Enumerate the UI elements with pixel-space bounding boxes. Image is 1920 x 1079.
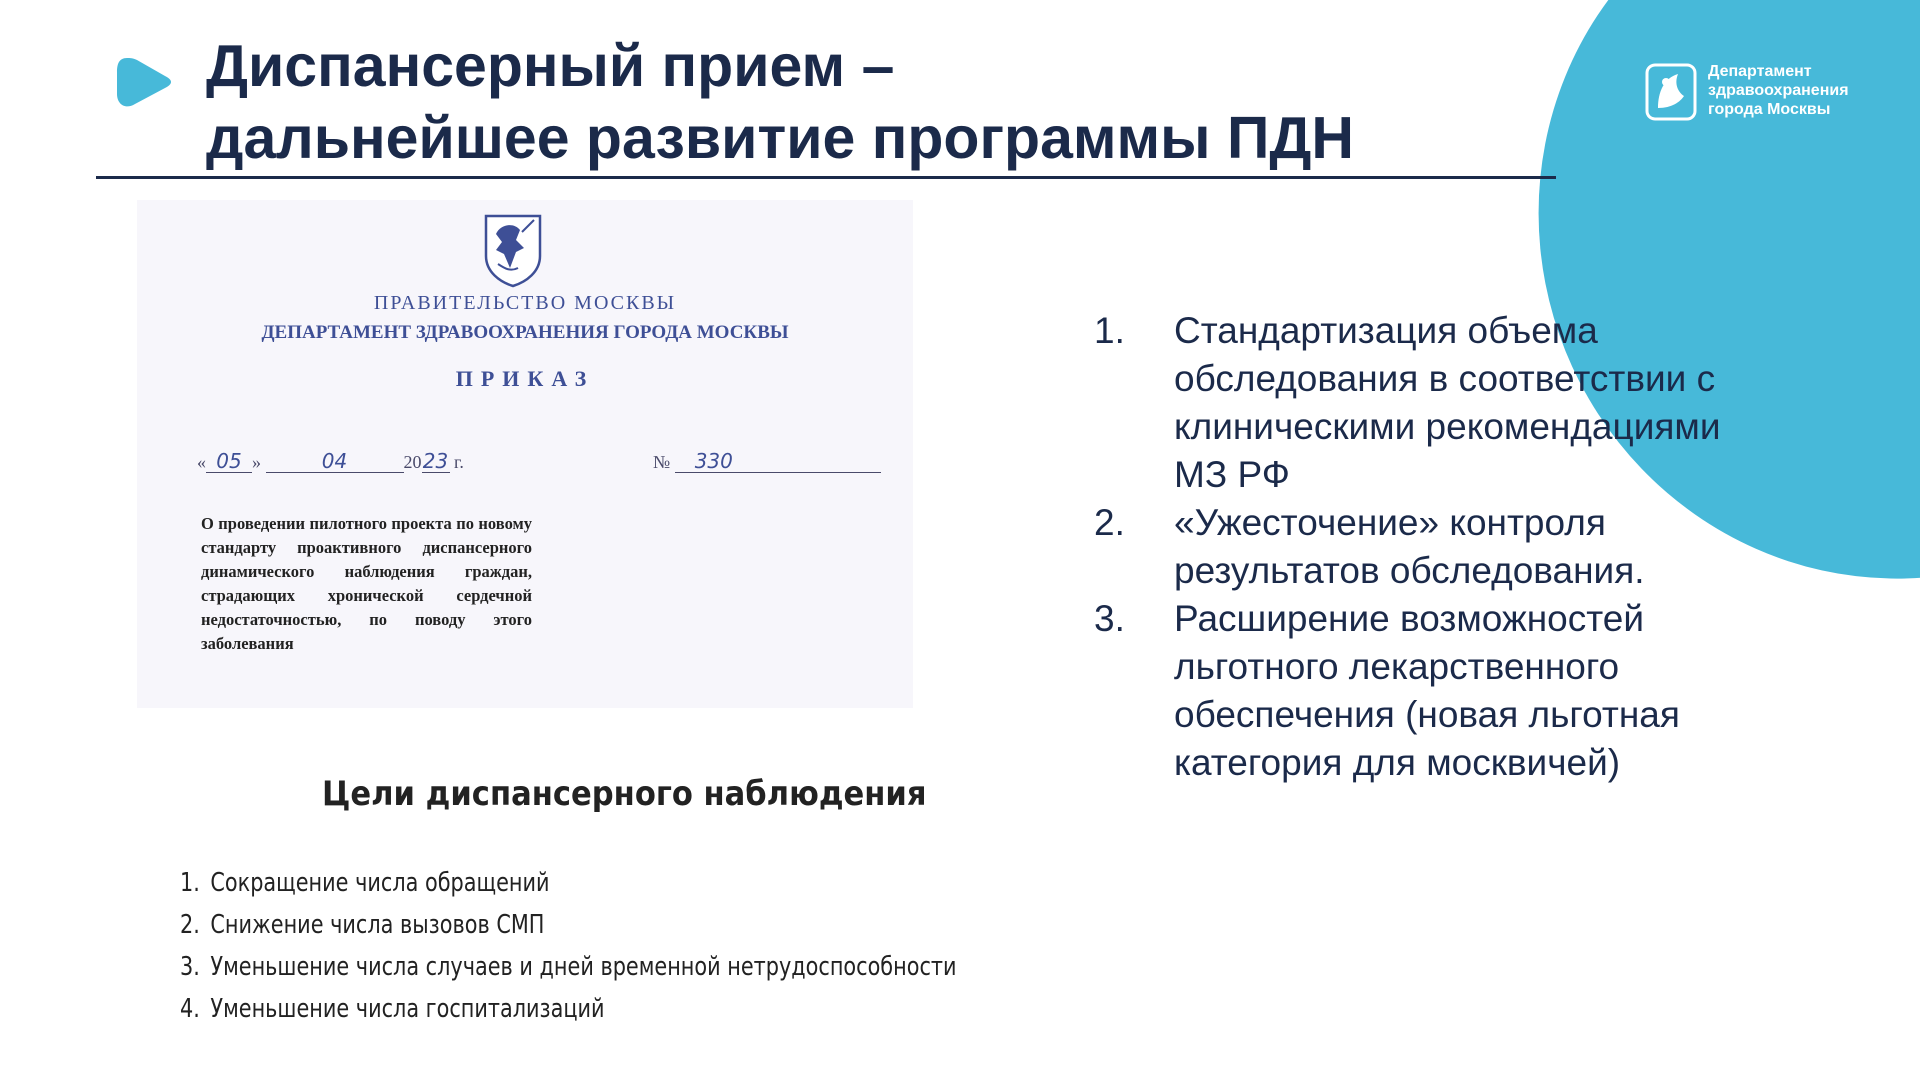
goal-number: 2. <box>180 910 200 940</box>
document-date: « 05 » 04 2023 г. <box>197 449 464 473</box>
tasks-list-item <box>1094 307 1734 499</box>
tasks-list-item <box>1094 595 1734 787</box>
department-logo <box>1644 62 1849 122</box>
task-number: 2. <box>1094 502 1125 543</box>
goal-text: Сокращение числа обращений <box>210 868 550 898</box>
goals-list-item <box>180 952 957 994</box>
logo-text <box>1708 62 1849 119</box>
document-date-year-suffix: 23 <box>422 449 449 473</box>
task-text: «Ужесточение» контроля результатов обследования. <box>1174 502 1645 591</box>
slide-title-line-1: Диспансерный прием – <box>206 33 895 99</box>
document-date-month: 04 <box>266 450 404 473</box>
goal-text: Уменьшение числа случаев и дней временной нетрудоспособности <box>210 952 957 982</box>
title-divider <box>96 176 1556 179</box>
document-date-suffix: г. <box>454 452 464 472</box>
logo-line-1: Департамент <box>1708 63 1812 80</box>
goals-list <box>180 868 1151 1036</box>
goals-list-item <box>180 868 957 910</box>
task-text: Расширение возможностей льготного лекарственного обеспечения (новая льготная категория для москвичей) <box>1174 598 1680 783</box>
goals-list-item <box>180 994 957 1036</box>
tasks-list <box>1094 307 1734 787</box>
slide-title-line-2: дальнейшее развитие программы ПДН <box>206 105 1354 171</box>
slide-title <box>206 30 1354 174</box>
moscow-coat-of-arms-icon <box>480 210 546 288</box>
goal-text: Уменьшение числа госпитализаций <box>210 994 605 1024</box>
moscow-emblem-icon <box>1644 62 1698 122</box>
document-date-day: 05 <box>206 450 252 473</box>
document-number <box>653 450 881 473</box>
task-number: 1. <box>1094 310 1125 351</box>
goal-text: Снижение числа вызовов СМП <box>210 910 545 940</box>
logo-line-3: города Москвы <box>1708 101 1831 118</box>
play-icon <box>115 54 173 110</box>
document-government-name: ПРАВИТЕЛЬСТВО МОСКВЫ <box>373 292 677 314</box>
tasks-list-item <box>1094 499 1734 595</box>
goal-number: 4. <box>180 994 200 1024</box>
document-subject: О проведении пилотного проекта по новому стандарту проактивного диспансерного динамического наблюдения граждан, страдающих хронической сердечной недостаточностью, по поводу этого заболевания <box>201 514 532 653</box>
goal-number: 3. <box>180 952 200 982</box>
document-number-label: № <box>653 452 671 472</box>
goals-list-item <box>180 910 957 952</box>
task-text: Стандартизация объема обследования в соответствии с клиническими рекомендациями МЗ РФ <box>1174 310 1721 495</box>
document-number-value: 330 <box>675 450 881 473</box>
task-number: 3. <box>1094 598 1125 639</box>
document-date-year-prefix: 20 <box>403 452 422 472</box>
logo-line-2: здравоохранения <box>1708 82 1849 99</box>
document-order-heading: ПРИКАЗ <box>455 366 595 391</box>
order-document-image <box>137 200 913 708</box>
goal-number: 1. <box>180 868 200 898</box>
document-department-name: ДЕПАРТАМЕНТ ЗДРАВООХРАНЕНИЯ ГОРОДА МОСКВЫ <box>261 322 789 343</box>
goals-heading: Цели диспансерного наблюдения <box>322 774 927 814</box>
